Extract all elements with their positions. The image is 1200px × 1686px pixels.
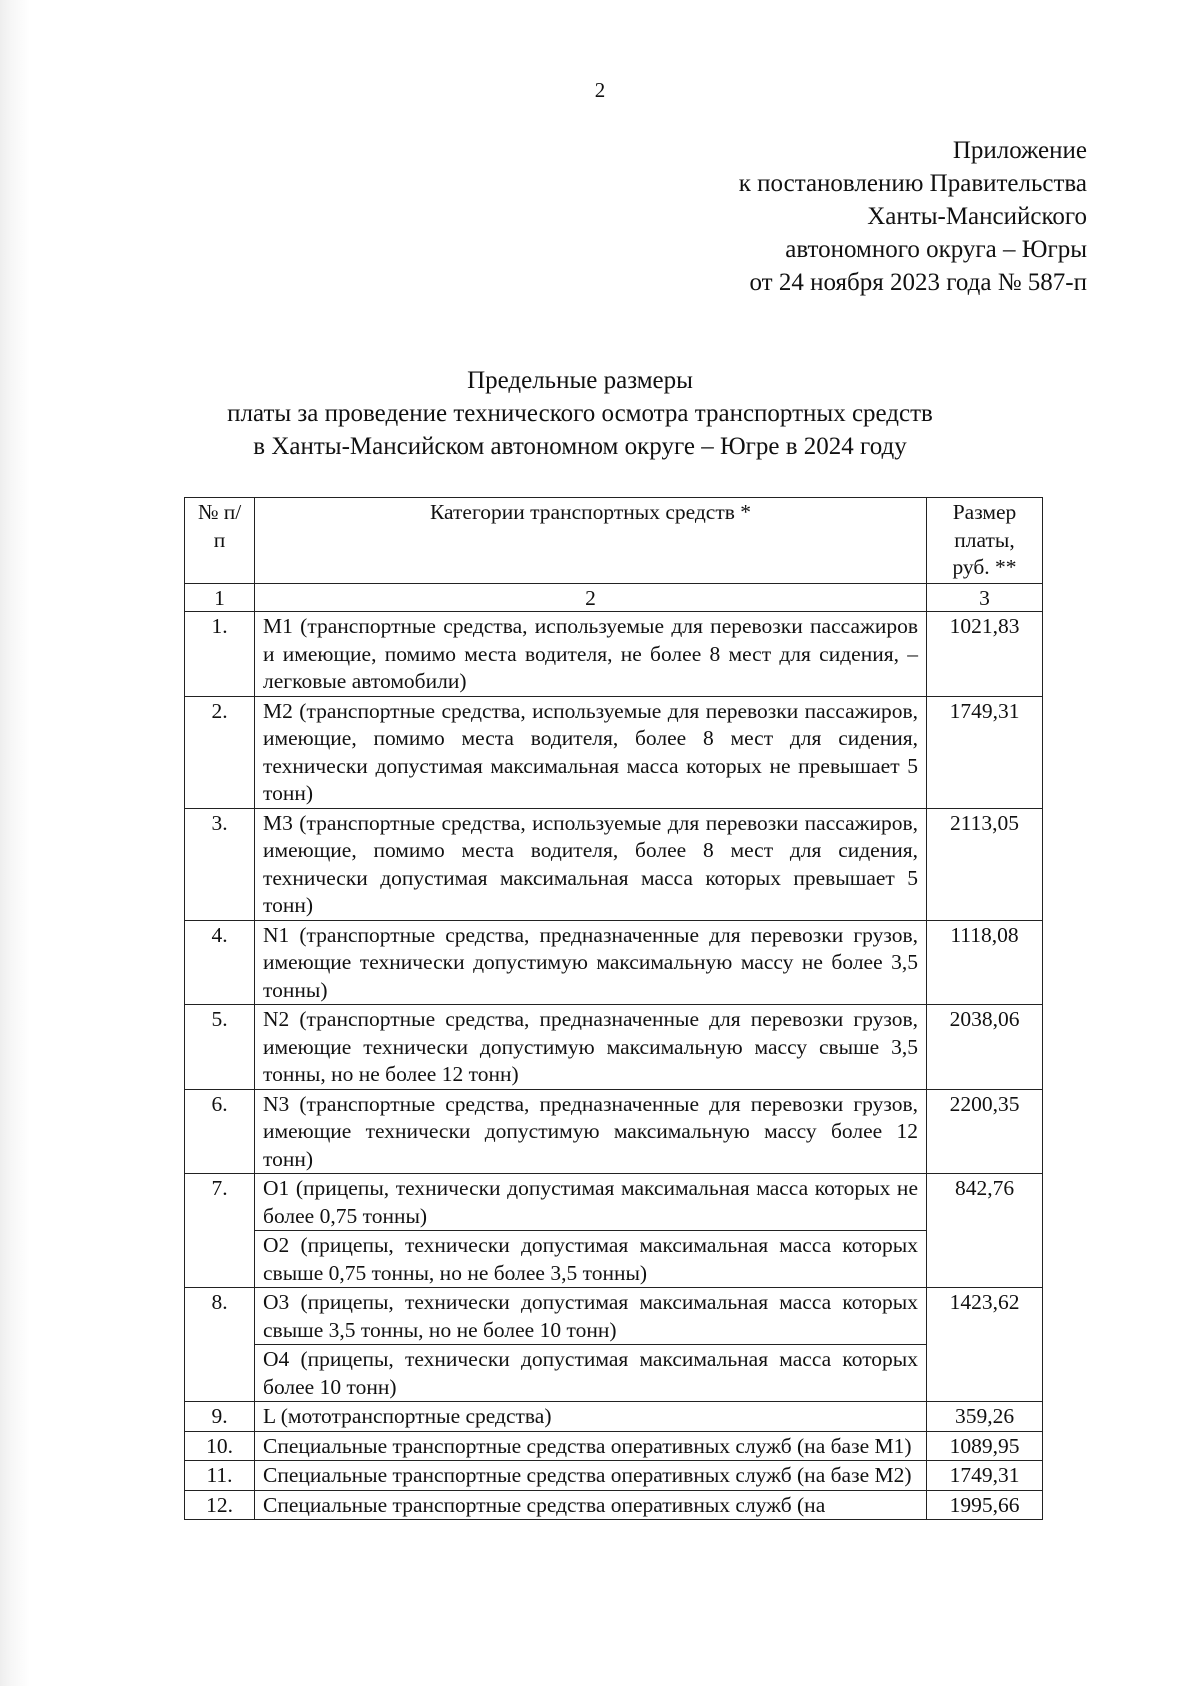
row-category: O3 (прицепы, технически допустимая максимальная масса которых свыше 3,5 тонны, но не более 10 тонн) xyxy=(255,1288,927,1345)
title-line: Предельные размеры xyxy=(467,367,693,394)
column-index-cell: 3 xyxy=(927,584,1043,612)
appendix-block xyxy=(739,134,1087,299)
table-subrow xyxy=(185,1231,1043,1288)
row-num: 4. xyxy=(185,920,255,1005)
row-fee: 1423,62 xyxy=(927,1288,1043,1402)
row-category: N1 (транспортные средства, предназначенные для перевозки грузов, имеющие технически допустимую максимальную массу не более 3,5 тонны) xyxy=(255,920,927,1005)
table-row xyxy=(185,1174,1043,1231)
table-row xyxy=(185,612,1043,697)
row-category: M2 (транспортные средства, используемые для перевозки пассажиров, имеющие, помимо места водителя, более 8 мест для сидения, технически допустимая максимальная масса которых не превышает 5 тонн) xyxy=(255,696,927,808)
row-num: 5. xyxy=(185,1005,255,1090)
row-category-extra: O2 (прицепы, технически допустимая максимальная масса которых свыше 0,75 тонны, но не более 3,5 тонны) xyxy=(255,1231,927,1288)
row-num: 9. xyxy=(185,1402,255,1432)
header-fee: Размер платы, руб. ** xyxy=(927,498,1043,584)
row-num: 10. xyxy=(185,1431,255,1461)
table-row xyxy=(185,1005,1043,1090)
table-row xyxy=(185,696,1043,808)
row-fee: 2200,35 xyxy=(927,1089,1043,1174)
row-fee: 1118,08 xyxy=(927,920,1043,1005)
row-fee: 2113,05 xyxy=(927,808,1043,920)
row-num: 6. xyxy=(185,1089,255,1174)
header-category: Категории транспортных средств * xyxy=(255,498,927,584)
row-fee: 842,76 xyxy=(927,1174,1043,1288)
table-row xyxy=(185,1490,1043,1520)
table-subrow xyxy=(185,1345,1043,1402)
column-index-cell: 1 xyxy=(185,584,255,612)
row-fee: 1749,31 xyxy=(927,696,1043,808)
row-category: M3 (транспортные средства, используемые для перевозки пассажиров, имеющие, помимо места водителя, более 8 мест для сидения, технически допустимая максимальная масса которых превышает 5 тонн) xyxy=(255,808,927,920)
appendix-line: автономного округа – Югры xyxy=(785,236,1087,263)
table-row xyxy=(185,1089,1043,1174)
row-num: 12. xyxy=(185,1490,255,1520)
appendix-line: Ханты-Мансийского xyxy=(867,203,1087,230)
table-row xyxy=(185,1431,1043,1461)
row-fee: 2038,06 xyxy=(927,1005,1043,1090)
header-row xyxy=(185,498,1043,584)
row-category: L (мототранспортные средства) xyxy=(255,1402,927,1432)
table-row xyxy=(185,1461,1043,1491)
row-num: 11. xyxy=(185,1461,255,1491)
document-title xyxy=(130,364,1030,463)
row-category: Специальные транспортные средства оперативных служб (на xyxy=(255,1490,927,1520)
appendix-line: Приложение xyxy=(952,137,1087,164)
table-row xyxy=(185,808,1043,920)
row-fee: 1995,66 xyxy=(927,1490,1043,1520)
row-category: M1 (транспортные средства, используемые для перевозки пассажиров и имеющие, помимо места водителя, не более 8 мест для сидения, – легковые автомобили) xyxy=(255,612,927,697)
row-num: 1. xyxy=(185,612,255,697)
row-fee: 1021,83 xyxy=(927,612,1043,697)
row-fee: 1749,31 xyxy=(927,1461,1043,1491)
table-row xyxy=(185,1402,1043,1432)
title-line: платы за проведение технического осмотра транспортных средств xyxy=(227,400,933,427)
table-row xyxy=(185,1288,1043,1345)
row-num: 2. xyxy=(185,696,255,808)
row-category-extra: O4 (прицепы, технически допустимая максимальная масса которых более 10 тонн) xyxy=(255,1345,927,1402)
header-num: № п/п xyxy=(185,498,255,584)
row-fee: 1089,95 xyxy=(927,1431,1043,1461)
row-category: O1 (прицепы, технически допустимая максимальная масса которых не более 0,75 тонны) xyxy=(255,1174,927,1231)
row-category: N3 (транспортные средства, предназначенные для перевозки грузов, имеющие технически допустимую максимальную массу более 12 тонн) xyxy=(255,1089,927,1174)
column-index-cell: 2 xyxy=(255,584,927,612)
row-num: 3. xyxy=(185,808,255,920)
row-category: N2 (транспортные средства, предназначенные для перевозки грузов, имеющие технически допустимую максимальную массу свыше 3,5 тонны, но не более 12 тонн) xyxy=(255,1005,927,1090)
fees-table xyxy=(184,497,1043,1520)
row-fee: 359,26 xyxy=(927,1402,1043,1432)
column-index-row xyxy=(185,584,1043,612)
table-row xyxy=(185,920,1043,1005)
appendix-line: от 24 ноября 2023 года № 587-п xyxy=(749,269,1087,296)
page-number: 2 xyxy=(594,78,606,102)
appendix-line: к постановлению Правительства xyxy=(738,170,1087,197)
scan-edge xyxy=(0,0,30,1686)
row-num: 8. xyxy=(185,1288,255,1402)
row-category: Специальные транспортные средства оперативных служб (на базе M2) xyxy=(255,1461,927,1491)
row-num: 7. xyxy=(185,1174,255,1288)
title-line: в Ханты-Мансийском автономном округе – Югре в 2024 году xyxy=(253,433,907,460)
row-category: Специальные транспортные средства оперативных служб (на базе M1) xyxy=(255,1431,927,1461)
